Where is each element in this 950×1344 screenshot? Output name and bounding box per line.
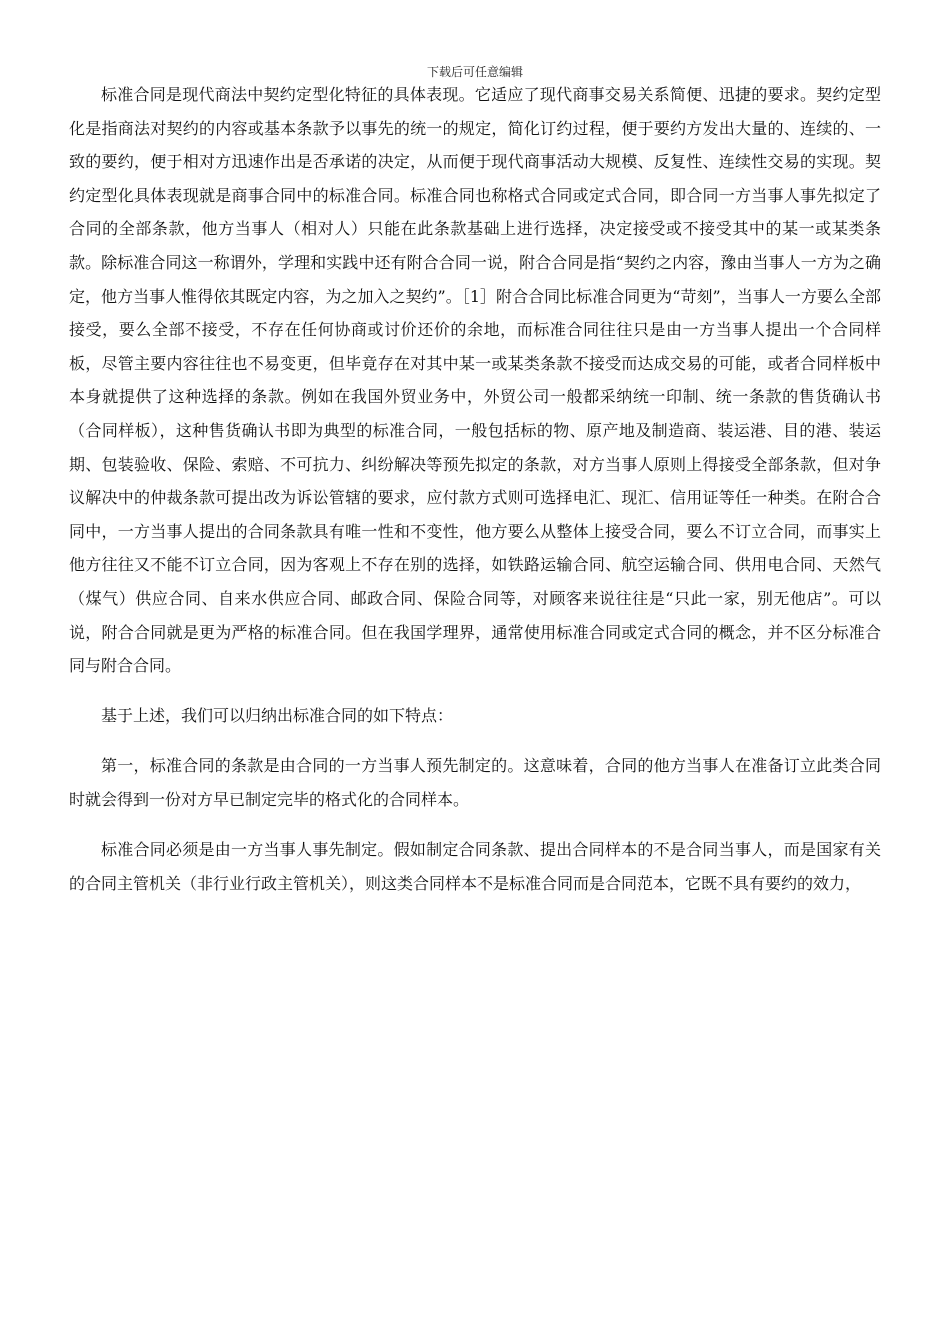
paragraph-prior-drafting: 标准合同必须是由一方当事人事先制定。假如制定合同条款、提出合同样本的不是合同当事人，而是国家有关的合同主管机关（非行业行政主管机关），则这类合同样本不是标准合同而是合同范本，它既不具有要约的效力， [69,840,881,894]
page-header: 下载后可任意编辑 [426,65,523,79]
document-body [69,78,881,901]
paragraph-standard-contract-definition: 标准合同是现代商法中契约定型化特征的具体表现。它适应了现代商事交易关系简便、迅捷的要求。契约定型化是指商法对契约的内容或基本条款予以事先的统一的规定，简化订约过程，便于要约方发出大量的、连续的、一致的要约，便于相对方迅速作出是否承诺的决定，从而便于现代商事活动大规模、反复性、连续性交易的实现。契约定型化具体表现就是商事合同中的标准合同。标准合同也称格式合同或定式合同，即合同一方当事人事先拟定了合同的全部条款，他方当事人（相对人）只能在此条款基础上进行选择，决定接受或不接受其中的某一或某类条款。除标准合同这一称谓外，学理和实践中还有附合合同一说，附合合同是指“契约之内容，豫由当事人一方为之确定，他方当事人惟得依其既定内容，为之加入之契约”。［1］附合合同比标准合同更为“苛刻”，当事人一方要么全部接受，要么全部不接受，不存在任何协商或讨价还价的余地，而标准合同往往只是由一方当事人提出一个合同样板，尽管主要内容往往也不易变更，但毕竟存在对其中某一或某类条款不接受而达成交易的可能，或者合同样板中本身就提供了这种选择的条款。例如在我国外贸业务中，外贸公司一般都采纳统一印制、统一条款的售货确认书（合同样板），这种售货确认书即为典型的标准合同，一般包括标的物、原产地及制造商、装运港、目的港、装运期、包装验收、保险、索赔、不可抗力、纠纷解决等预先拟定的条款，对方当事人原则上得接受全部条款，但对争议解决中的仲裁条款可提出改为诉讼管辖的要求，应付款方式则可选择电汇、现汇、信用证等任一种类。在附合合同中，一方当事人提出的合同条款具有唯一性和不变性，他方要么从整体上接受合同，要么不订立合同，而事实上他方往往又不能不订立合同，因为客观上不存在别的选择，如铁路运输合同、航空运输合同、供用电合同、天然气（煤气）供应合同、自来水供应合同、邮政合同、保险合同等，对顾客来说往往是“只此一家，别无他店”。可以说，附合合同就是更为严格的标准合同。但在我国学理界，通常使用标准合同或定式合同的概念，并不区分标准合同与附合合同。 [69,85,881,676]
paragraph-feature-one: 第一，标准合同的条款是由合同的一方当事人预先制定的。这意味着，合同的他方当事人在准备订立此类合同时就会得到一份对方早已制定完毕的格式化的合同样本。 [69,756,881,809]
paragraph-summary-intro: 基于上述，我们可以归纳出标准合同的如下特点： [101,705,454,725]
